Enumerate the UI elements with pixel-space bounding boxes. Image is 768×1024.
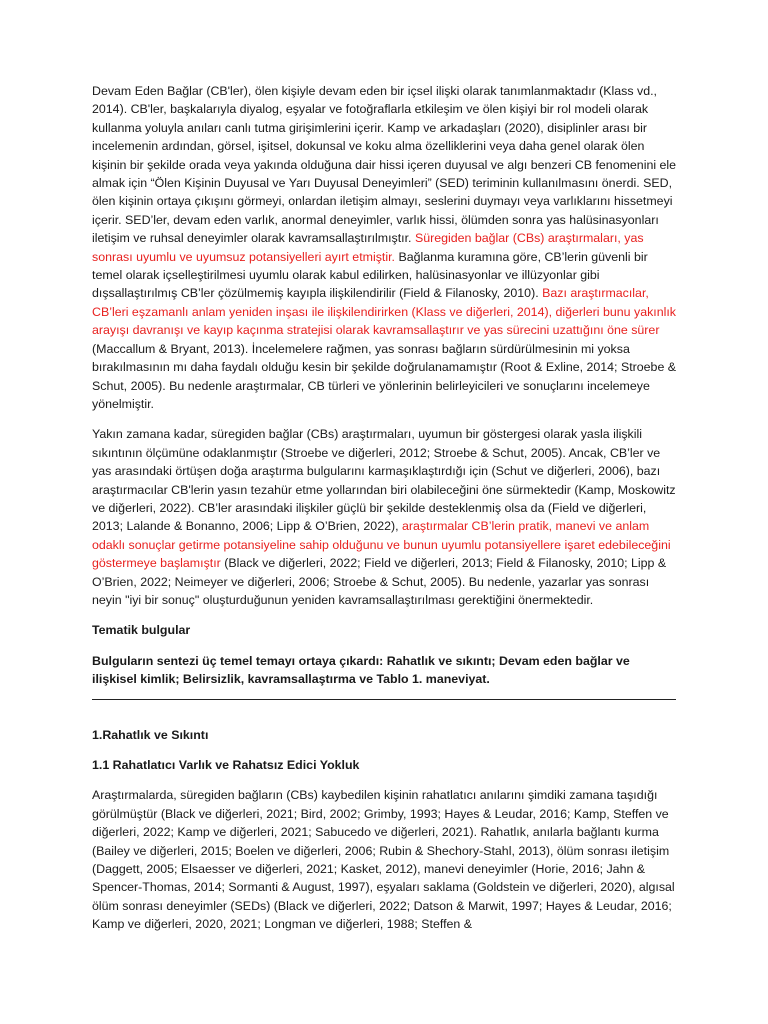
text-run: (Black ve diğerleri, 2022; Field ve diğerleri, 2013; Field & Filanosky, 2010; Lipp & O’Brien, 2022; Neimeyer ve diğerleri, 2006; Stroebe & Schut, 2005). Bu nedenle, yazarlar yas sonrası neyin "iyi bir sonuç" oluşturduğunun yeniden kavramsallaştırılması gerektiğini önermektedir. <box>92 556 667 607</box>
subsection-heading-comforting-presence: 1.1 Rahatlatıcı Varlık ve Rahatsız Edici Yokluk <box>92 758 360 772</box>
text-run: (Maccallum & Bryant, 2013). İncelemelere rağmen, yas sonrası bağların sürdürülmesinin mi yoksa bırakılmasının mı daha faydalı olduğu kesin bir şekilde doğrulanamamıştır (Root & Exline, 2014; Stroebe & Schut, 2005). Bu nedenle araştırmalar, CB türleri ve yönlerinin belirleyicileri ve sonuçlarını incelemeye yönelmiştir. <box>92 341 677 411</box>
highlighted-text: Bazı araştırmacılar, CB’leri eşzamanlı anlam yeniden inşası ile ilişkilendirirken (Klass ve diğerleri, 2014), diğerleri bunu yakınlık arayışı davranışı ve kayıp kaçınma stratejisi olarak kavramsallaştırır ve yas sürecini uzattığını öne sürer <box>92 286 676 338</box>
horizontal-rule <box>92 699 676 700</box>
text-run: Yakın zamana kadar, süregiden bağlar (CBs) araştırmaları, uyumun bir göstergesi olarak yasla ilişkili sıkıntının ölçümüne odaklanmıştır (Stroebe ve diğerleri, 2012; Stroebe & Schut, 2005). Ancak, CB’ler ve yas arasındaki örtüşen doğa araştırma bulgularını karmaşıklaştırdığı için (Schut ve diğerleri, 2006), bazı araştırmacılar CB'lerin yasın tezahür etme yollarından biri olabileceğini öne sürmektedir (Kamp, Moskowitz ve diğerleri, 2022). CB’ler arasındaki ilişkiler güçlü bir şekilde desteklenmiş olsa da (Field ve diğerleri, 2013; Lalande & Bonanno, 2006; Lipp & O’Brien, 2022), <box>92 427 676 534</box>
section-heading-comfort-distress: 1.Rahatlık ve Sıkıntı <box>92 727 209 742</box>
text-run: Bağlanma kuramına göre, CB’lerin güvenli bir temel olarak içselleştirilmesi uyumlu olarak kabul edilirken, halüsinasyonlar ve illüzyonlar gibi dışsallaştırılmış CB’ler çözülmemiş kayıpla ilişkilendirilir (Field & Filanosky, 2010). <box>92 249 648 301</box>
paragraph-comfort-research: Araştırmalarda, süregiden bağların (CBs) kaybedilen kişinin rahatlatıcı anılarını şimdiki zamana taşıdığı görülmüştür (Black ve diğerleri, 2021; Bird, 2002; Grimby, 1993; Hayes & Leudar, 2016; Kamp, Steffen ve diğerleri, 2022; Kamp ve diğerleri, 2021; Sabucedo ve diğerleri, 2021). Rahatlık, anılarla bağlantı kurma (Bailey ve diğerleri, 2015; Boelen ve diğerleri, 2006; Rubin & Shechory-Stahl, 2013), ölüm sonrası iletişim (Daggett, 2005; Elsaesser ve diğerleri, 2021; Kasket, 2012), manevi deneyimler (Horie, 2016; Jahn & Spencer-Thomas, 2014; Sormanti & August, 1997), eşyaları saklama (Goldstein ve diğerleri, 2020), algısal ölüm sonrası deneyimler (SEDs) (Black ve diğerleri, 2022; Datson & Marwit, 1997; Hayes & Leudar, 2016; Kamp ve diğerleri, 2020, 2021; Longman ve diğerleri, 1988; Steffen & <box>92 788 675 932</box>
paragraph-recent-research <box>92 425 678 609</box>
findings-summary: Bulguların sentezi üç temel temayı ortaya çıkardı: Rahatlık ve sıkıntı; Devam eden bağlar ve ilişkisel kimlik; Belirsizlik, kavramsallaştırma ve Tablo 1. maneviyat. <box>92 653 630 687</box>
paragraph-continuing-bonds-definition <box>92 82 678 413</box>
highlighted-text: araştırmalar CB’lerin pratik, manevi ve anlam odaklı sonuçlar getirme potansiyeline sahip olduğunu ve bunun uyumlu potansiyellere işaret edebileceğini göstermeye başlamıştır <box>92 519 671 571</box>
highlighted-text: Süregiden bağlar (CBs) araştırmaları, yas sonrası uyumlu ve uyumsuz potansiyelleri ayırt etmiştir. <box>92 231 644 264</box>
text-run: Devam Eden Bağlar (CB'ler), ölen kişiyle devam eden bir içsel ilişki olarak tanımlanmaktadır (Klass vd., 2014). CB'ler, başkalarıyla diyalog, eşyalar ve fotoğraflarla etkileşim ve ölen kişiyi bir rol modeli olarak kullanma yoluyla anıları canlı tutma girişimlerini içerir. Kamp ve arkadaşları (2020), disiplinler arası bir incelemenin ardından, görsel, işitsel, dokunsal ve koku alma özelliklerini veya daha genel olarak ölen kişinin bir şekilde orada veya yakında olduğuna dair hissi içeren duyusal ve algı benzeri CB fenomenini ele almak için “Ölen Kişinin Duyusal ve Yarı Duyusal Deneyimleri” (SED) teriminin kullanılmasını önerdi. SED, ölen kişinin ortaya çıkışını görmeyi, onlardan iletişim almayı, seslerini duymayı veya varlıklarını hissetmeyi içerir. SED’ler, devam eden varlık, anormal deneyimler, varlık hissi, ölümden sonra yas halüsinasyonları iletişim ve ruhsal deneyimler olarak kavramsallaştırılmıştır. <box>92 84 677 246</box>
section-heading-thematic-findings: Tematik bulgular <box>92 623 191 638</box>
